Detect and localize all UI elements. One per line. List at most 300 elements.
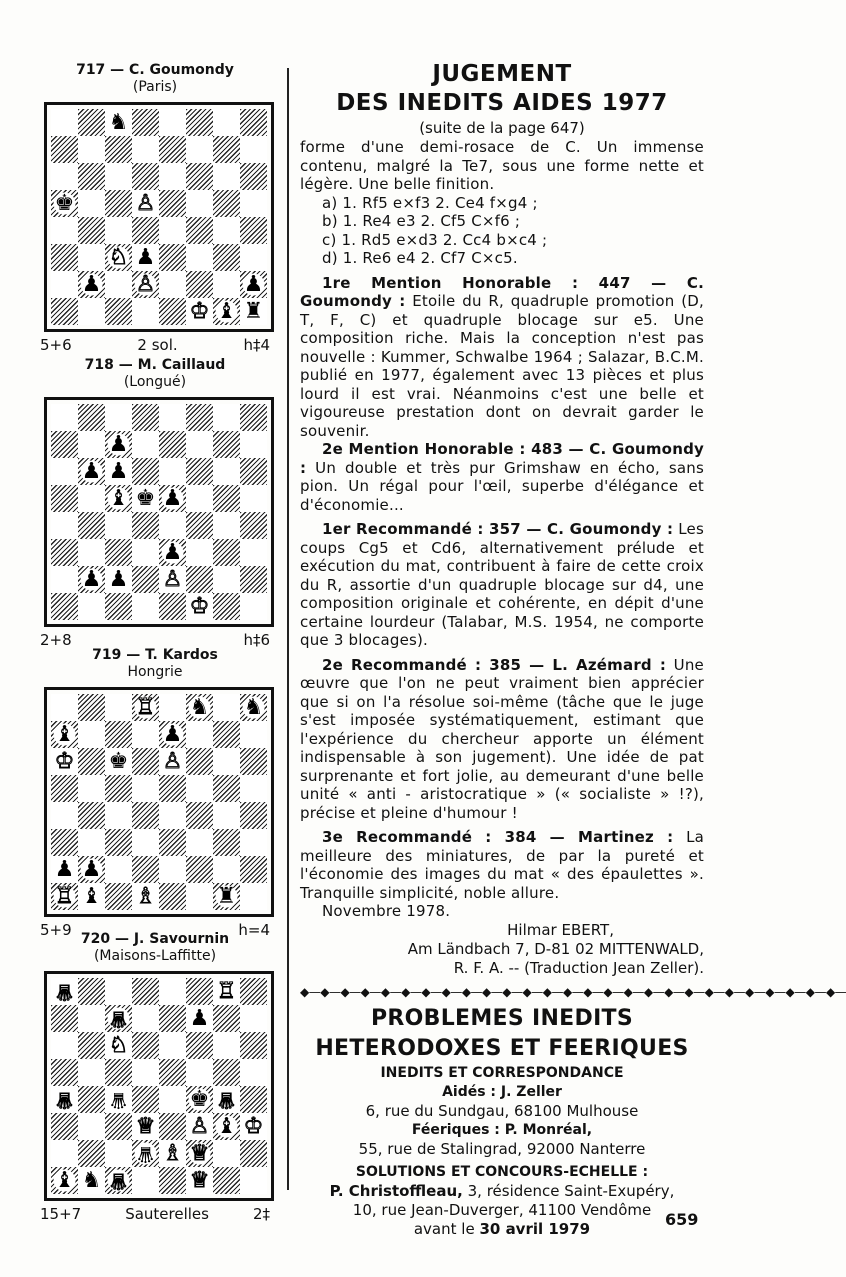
square-d5 xyxy=(132,485,159,512)
square-h3 xyxy=(240,539,267,566)
square-a1 xyxy=(51,298,78,325)
chess-piece-icon: ♗ xyxy=(159,1140,186,1167)
chess-piece-icon: ♘ xyxy=(105,244,132,271)
square-f3 xyxy=(186,539,213,566)
square-h7 xyxy=(240,136,267,163)
square-c1 xyxy=(105,593,132,620)
square-h7 xyxy=(240,721,267,748)
square-h8 xyxy=(240,694,267,721)
square-g2 xyxy=(213,856,240,883)
square-h6 xyxy=(240,163,267,190)
material-count: 2+8 xyxy=(40,631,72,649)
square-c3 xyxy=(105,1113,132,1140)
aides-label: Aidés : J. Zeller xyxy=(442,1083,562,1100)
chess-piece-icon: ♟ xyxy=(51,856,78,883)
square-c7 xyxy=(105,431,132,458)
solution-count: Sauterelles xyxy=(125,1205,209,1223)
section-subtitle: INEDITS ET CORRESPONDANCE xyxy=(380,1064,624,1081)
square-a3 xyxy=(51,829,78,856)
problem-origin: (Maisons-Laffitte) xyxy=(93,948,217,964)
square-b2 xyxy=(78,856,105,883)
square-b1 xyxy=(78,883,105,910)
problem-stipulation xyxy=(40,335,270,355)
chess-piece-icon: ♟ xyxy=(159,539,186,566)
award-label: 2e Mention Honorable : 483 — C. Goumondy : xyxy=(300,440,704,477)
article-body xyxy=(300,138,704,921)
square-d7 xyxy=(132,431,159,458)
square-d4 xyxy=(132,217,159,244)
square-d6 xyxy=(132,748,159,775)
square-h5 xyxy=(240,190,267,217)
square-h4 xyxy=(240,802,267,829)
square-h6 xyxy=(240,458,267,485)
chess-piece-icon: ♟ xyxy=(105,431,132,458)
chess-piece-icon: ♟ xyxy=(186,1005,213,1032)
chess-piece-icon: ♙ xyxy=(132,271,159,298)
square-e8 xyxy=(159,404,186,431)
signature xyxy=(300,921,704,978)
chess-piece-icon: ♞ xyxy=(78,1167,105,1194)
square-b4 xyxy=(78,217,105,244)
square-d8 xyxy=(132,109,159,136)
square-h4 xyxy=(240,217,267,244)
square-f1 xyxy=(186,1167,213,1194)
square-f4 xyxy=(186,217,213,244)
square-e6 xyxy=(159,748,186,775)
chess-piece-icon: ♛ xyxy=(132,1140,159,1167)
square-h6 xyxy=(240,748,267,775)
square-e6 xyxy=(159,458,186,485)
chess-piece-icon: ♗ xyxy=(132,883,159,910)
square-a7 xyxy=(51,431,78,458)
chess-piece-icon: ♙ xyxy=(159,748,186,775)
chess-piece-icon: ♔ xyxy=(51,748,78,775)
square-d3 xyxy=(132,539,159,566)
square-a3 xyxy=(51,244,78,271)
square-c1 xyxy=(105,1167,132,1194)
square-e5 xyxy=(159,485,186,512)
solutions-label: SOLUTIONS ET CONCOURS-ECHELLE : xyxy=(355,1163,649,1180)
square-h4 xyxy=(240,512,267,539)
square-d1 xyxy=(132,883,159,910)
square-c5 xyxy=(105,485,132,512)
square-c8 xyxy=(105,109,132,136)
chess-piece-icon: ♕ xyxy=(186,1167,213,1194)
square-b5 xyxy=(78,485,105,512)
solution-count: 2 sol. xyxy=(137,336,178,354)
square-c6 xyxy=(105,1032,132,1059)
square-g1 xyxy=(213,1167,240,1194)
square-f5 xyxy=(186,485,213,512)
square-c4 xyxy=(105,512,132,539)
signature-address: Am Ländbach 7, D-81 02 MITTENWALD, xyxy=(407,939,704,958)
square-h8 xyxy=(240,109,267,136)
square-f3 xyxy=(186,829,213,856)
square-e8 xyxy=(159,109,186,136)
chess-piece-icon: ♕ xyxy=(51,978,78,1005)
square-d1 xyxy=(132,1167,159,1194)
problem-heading: 719 — T. Kardos xyxy=(92,647,218,663)
chess-piece-icon: ♕ xyxy=(213,1086,240,1113)
square-d3 xyxy=(132,829,159,856)
square-d5 xyxy=(132,190,159,217)
signature-note: R. F. A. -- (Traduction Jean Zeller). xyxy=(453,958,704,977)
square-b4 xyxy=(78,1086,105,1113)
square-a2 xyxy=(51,1140,78,1167)
square-b5 xyxy=(78,1059,105,1086)
square-b6 xyxy=(78,748,105,775)
square-b2 xyxy=(78,271,105,298)
chess-piece-icon: ♖ xyxy=(213,978,240,1005)
square-b1 xyxy=(78,593,105,620)
award-entry xyxy=(300,656,704,823)
square-h6 xyxy=(240,1032,267,1059)
square-c2 xyxy=(105,271,132,298)
square-c7 xyxy=(105,136,132,163)
chess-piece-icon: ♘ xyxy=(105,1032,132,1059)
square-d1 xyxy=(132,593,159,620)
square-g2 xyxy=(213,566,240,593)
chess-piece-icon: ♜ xyxy=(240,298,267,325)
square-d6 xyxy=(132,458,159,485)
square-g3 xyxy=(213,244,240,271)
square-c5 xyxy=(105,190,132,217)
square-a4 xyxy=(51,1086,78,1113)
problem-origin: (Paris) xyxy=(132,79,178,95)
square-f4 xyxy=(186,512,213,539)
chess-piece-icon: ♞ xyxy=(186,694,213,721)
square-d5 xyxy=(132,775,159,802)
square-f7 xyxy=(186,431,213,458)
article-title-line1: JUGEMENT xyxy=(432,61,572,87)
award-entry xyxy=(300,828,704,902)
square-h3 xyxy=(240,244,267,271)
square-f8 xyxy=(186,694,213,721)
square-a8 xyxy=(51,404,78,431)
square-a6 xyxy=(51,748,78,775)
square-g2 xyxy=(213,271,240,298)
solution-line: d) 1. Re6 e4 2. Cf7 C×c5. xyxy=(322,249,518,267)
square-a4 xyxy=(51,217,78,244)
square-e7 xyxy=(159,1005,186,1032)
square-f8 xyxy=(186,404,213,431)
square-d8 xyxy=(132,978,159,1005)
square-g6 xyxy=(213,458,240,485)
chess-piece-icon: ♕ xyxy=(105,1005,132,1032)
signature-name: Hilmar EBERT, xyxy=(507,920,614,939)
square-e6 xyxy=(159,163,186,190)
chess-piece-icon: ♜ xyxy=(213,883,240,910)
chess-board xyxy=(44,687,274,917)
square-g7 xyxy=(213,721,240,748)
square-g8 xyxy=(213,694,240,721)
square-g8 xyxy=(213,404,240,431)
square-e8 xyxy=(159,694,186,721)
material-count: 15+7 xyxy=(40,1205,82,1223)
square-e1 xyxy=(159,1167,186,1194)
award-text: Une œuvre que l'on ne peut vraiment bien apprécier que si on l'a résolue soi-même (tâche que le juge s'est imposée systématiquement, estimant que l'expérience du chercheur apporte un élément indispensable à son jugement). Une idée de pat surprenante et fort jolie, au demeurant d'une belle unité « anti - aristocratique » (« socialiste » !?), précise et pleine d'humour ! xyxy=(300,655,704,822)
square-d4 xyxy=(132,512,159,539)
article-title-line2: DES INEDITS AIDES 1977 xyxy=(336,90,668,116)
square-g3 xyxy=(213,539,240,566)
square-a6 xyxy=(51,458,78,485)
square-a5 xyxy=(51,1059,78,1086)
aides-address: 6, rue du Sundgau, 68100 Mulhouse xyxy=(365,1101,639,1120)
solutions-address: 3, résidence Saint-Exupéry, xyxy=(467,1181,675,1200)
square-b8 xyxy=(78,109,105,136)
square-e3 xyxy=(159,829,186,856)
chess-piece-icon: ♕ xyxy=(132,1113,159,1140)
square-c7 xyxy=(105,721,132,748)
square-h3 xyxy=(240,829,267,856)
deadline-line xyxy=(300,1220,704,1239)
square-c6 xyxy=(105,458,132,485)
square-h7 xyxy=(240,431,267,458)
solution-line: b) 1. Re4 e3 2. Cf5 C×f6 ; xyxy=(322,212,521,230)
square-a3 xyxy=(51,539,78,566)
deadline-date: 30 avril 1979 xyxy=(479,1219,591,1238)
chess-piece-icon: ♚ xyxy=(132,485,159,512)
square-c5 xyxy=(105,775,132,802)
square-c3 xyxy=(105,829,132,856)
chess-piece-icon: ♟ xyxy=(105,566,132,593)
square-g4 xyxy=(213,1086,240,1113)
square-g6 xyxy=(213,1032,240,1059)
square-h1 xyxy=(240,1167,267,1194)
chess-piece-icon: ♟ xyxy=(159,485,186,512)
square-a3 xyxy=(51,1113,78,1140)
square-b7 xyxy=(78,431,105,458)
problem-heading: 718 — M. Caillaud xyxy=(84,357,226,373)
square-b2 xyxy=(78,1140,105,1167)
square-d2 xyxy=(132,566,159,593)
award-label: 3e Recommandé : 384 — Martinez : xyxy=(322,828,674,846)
square-f1 xyxy=(186,883,213,910)
square-g8 xyxy=(213,109,240,136)
square-b7 xyxy=(78,721,105,748)
square-d6 xyxy=(132,163,159,190)
article-column xyxy=(300,60,846,1239)
square-d7 xyxy=(132,1005,159,1032)
section-title-line2: HETERODOXES ET FEERIQUES xyxy=(315,1035,689,1061)
square-c8 xyxy=(105,978,132,1005)
square-e2 xyxy=(159,1140,186,1167)
square-d2 xyxy=(132,1140,159,1167)
award-entry xyxy=(300,520,704,650)
chess-board xyxy=(44,397,274,627)
square-d8 xyxy=(132,404,159,431)
square-f2 xyxy=(186,1140,213,1167)
chess-piece-icon: ♛ xyxy=(105,1086,132,1113)
square-h5 xyxy=(240,775,267,802)
square-f6 xyxy=(186,458,213,485)
square-c3 xyxy=(105,539,132,566)
square-a5 xyxy=(51,485,78,512)
square-f8 xyxy=(186,109,213,136)
square-a2 xyxy=(51,566,78,593)
square-f6 xyxy=(186,163,213,190)
stipulation: h‡6 xyxy=(243,631,270,649)
square-c7 xyxy=(105,1005,132,1032)
square-f6 xyxy=(186,1032,213,1059)
square-g5 xyxy=(213,1059,240,1086)
chess-piece-icon: ♞ xyxy=(105,109,132,136)
solution-line: c) 1. Rd5 e×d3 2. Cc4 b×c4 ; xyxy=(322,230,548,249)
square-a2 xyxy=(51,271,78,298)
square-g7 xyxy=(213,431,240,458)
dotted-separator: ◆—◆—◆—◆—◆—◆—◆—◆—◆—◆—◆—◆—◆—◆—◆—◆—◆—◆—◆—◆—◆—◆—◆—◆—◆—◆—◆— xyxy=(300,984,846,999)
material-count: 5+9 xyxy=(40,921,72,939)
square-e1 xyxy=(159,593,186,620)
square-e4 xyxy=(159,512,186,539)
square-f7 xyxy=(186,136,213,163)
stipulation: h‡4 xyxy=(243,336,270,354)
stipulation: 2‡ xyxy=(252,1205,270,1223)
square-g7 xyxy=(213,1005,240,1032)
stipulation: h=4 xyxy=(238,921,270,939)
chess-piece-icon: ♚ xyxy=(186,1086,213,1113)
square-f5 xyxy=(186,1059,213,1086)
award-label: 1er Recommandé : 357 — C. Goumondy : xyxy=(322,520,674,538)
square-c3 xyxy=(105,244,132,271)
square-g7 xyxy=(213,136,240,163)
square-a7 xyxy=(51,721,78,748)
solutions-address-line2: 10, rue Jean-Duverger, 41100 Vendôme xyxy=(352,1200,652,1219)
column-divider xyxy=(287,68,289,1190)
square-h2 xyxy=(240,271,267,298)
square-d7 xyxy=(132,721,159,748)
square-f2 xyxy=(186,856,213,883)
award-text: Un double et très pur Grimshaw en écho, sans pion. Un régal pour l'œil, superbe d'élégance et d'économie... xyxy=(300,458,704,514)
square-c4 xyxy=(105,1086,132,1113)
square-e3 xyxy=(159,1113,186,1140)
square-h5 xyxy=(240,485,267,512)
chess-piece-icon: ♕ xyxy=(51,1086,78,1113)
problem-heading: 720 — J. Savournin xyxy=(80,931,230,947)
square-g4 xyxy=(213,512,240,539)
award-text: La meilleure des miniatures, de par la pureté et l'économie des images du mat « des épaulettes ». Tranquille simplicité, noble allure. xyxy=(300,828,705,902)
square-e2 xyxy=(159,856,186,883)
chess-piece-icon: ♕ xyxy=(105,1167,132,1194)
intro-paragraph: forme d'une demi-rosace de C. Un immense contenu, malgré la Te7, sous une forme nette et légère. Une belle finition. xyxy=(300,138,704,193)
square-g3 xyxy=(213,1113,240,1140)
award-text: Les coups Cg5 et Cd6, alternativement prélude et exécution du mat, contribuent à faire de cette croix du R, assortie d'un quadruple blocage sur d4, une composition originale et cohérente, en dépit d'une certaine lourdeur (Talabar, M.S. 1954, ne comporte que 3 blocages). xyxy=(300,520,704,649)
problem-717 xyxy=(40,62,270,357)
square-d8 xyxy=(132,694,159,721)
square-e8 xyxy=(159,978,186,1005)
problem-heading: 717 — C. Goumondy xyxy=(76,62,234,78)
square-c5 xyxy=(105,1059,132,1086)
square-d4 xyxy=(132,802,159,829)
square-a8 xyxy=(51,694,78,721)
square-h1 xyxy=(240,593,267,620)
square-a4 xyxy=(51,802,78,829)
square-f5 xyxy=(186,190,213,217)
square-f5 xyxy=(186,775,213,802)
square-g8 xyxy=(213,978,240,1005)
chess-piece-icon: ♝ xyxy=(78,883,105,910)
square-d7 xyxy=(132,136,159,163)
square-b5 xyxy=(78,190,105,217)
chess-piece-icon: ♙ xyxy=(186,1113,213,1140)
square-f6 xyxy=(186,748,213,775)
square-a6 xyxy=(51,1032,78,1059)
square-g1 xyxy=(213,298,240,325)
square-h2 xyxy=(240,566,267,593)
square-g1 xyxy=(213,593,240,620)
page-number: 659 xyxy=(665,1210,699,1229)
square-f4 xyxy=(186,802,213,829)
chess-piece-icon: ♕ xyxy=(186,1140,213,1167)
award-label: 2e Recommandé : 385 — L. Azémard : xyxy=(322,655,667,674)
square-d3 xyxy=(132,244,159,271)
award-label: 1re Mention Honorable : 447 — C. Goumondy : xyxy=(300,273,704,310)
square-h8 xyxy=(240,978,267,1005)
chess-piece-icon: ♔ xyxy=(186,298,213,325)
feeriques-address: 55, rue de Stalingrad, 92000 Nanterre xyxy=(358,1139,646,1158)
square-g4 xyxy=(213,802,240,829)
square-b4 xyxy=(78,512,105,539)
square-b3 xyxy=(78,244,105,271)
square-b8 xyxy=(78,404,105,431)
square-c6 xyxy=(105,163,132,190)
square-a8 xyxy=(51,109,78,136)
solution-line: a) 1. Rf5 e×f3 2. Ce4 f×g4 ; xyxy=(322,193,538,212)
chess-piece-icon: ♟ xyxy=(78,271,105,298)
square-e1 xyxy=(159,883,186,910)
square-b8 xyxy=(78,694,105,721)
square-g4 xyxy=(213,217,240,244)
continuation-note: (suite de la page 647) xyxy=(419,119,585,137)
square-e2 xyxy=(159,566,186,593)
square-e5 xyxy=(159,1059,186,1086)
square-e7 xyxy=(159,431,186,458)
square-f4 xyxy=(186,1086,213,1113)
square-a8 xyxy=(51,978,78,1005)
square-b6 xyxy=(78,1032,105,1059)
square-b8 xyxy=(78,978,105,1005)
material-count: 5+6 xyxy=(40,336,72,354)
square-f2 xyxy=(186,566,213,593)
problem-stipulation xyxy=(40,1204,270,1224)
square-g5 xyxy=(213,485,240,512)
square-a5 xyxy=(51,190,78,217)
chess-piece-icon: ♟ xyxy=(132,244,159,271)
square-h1 xyxy=(240,883,267,910)
chess-piece-icon: ♝ xyxy=(105,485,132,512)
square-h2 xyxy=(240,1140,267,1167)
square-c6 xyxy=(105,748,132,775)
square-c2 xyxy=(105,1140,132,1167)
chess-piece-icon: ♝ xyxy=(213,298,240,325)
chess-piece-icon: ♟ xyxy=(78,458,105,485)
square-a1 xyxy=(51,1167,78,1194)
square-b7 xyxy=(78,136,105,163)
square-e4 xyxy=(159,1086,186,1113)
square-a1 xyxy=(51,593,78,620)
award-entry xyxy=(300,274,704,441)
square-d6 xyxy=(132,1032,159,1059)
problem-origin: Hongrie xyxy=(127,664,183,680)
square-h1 xyxy=(240,298,267,325)
square-e4 xyxy=(159,217,186,244)
chess-piece-icon: ♖ xyxy=(132,694,159,721)
square-c8 xyxy=(105,404,132,431)
square-f3 xyxy=(186,244,213,271)
square-e3 xyxy=(159,539,186,566)
square-e1 xyxy=(159,298,186,325)
square-e5 xyxy=(159,190,186,217)
